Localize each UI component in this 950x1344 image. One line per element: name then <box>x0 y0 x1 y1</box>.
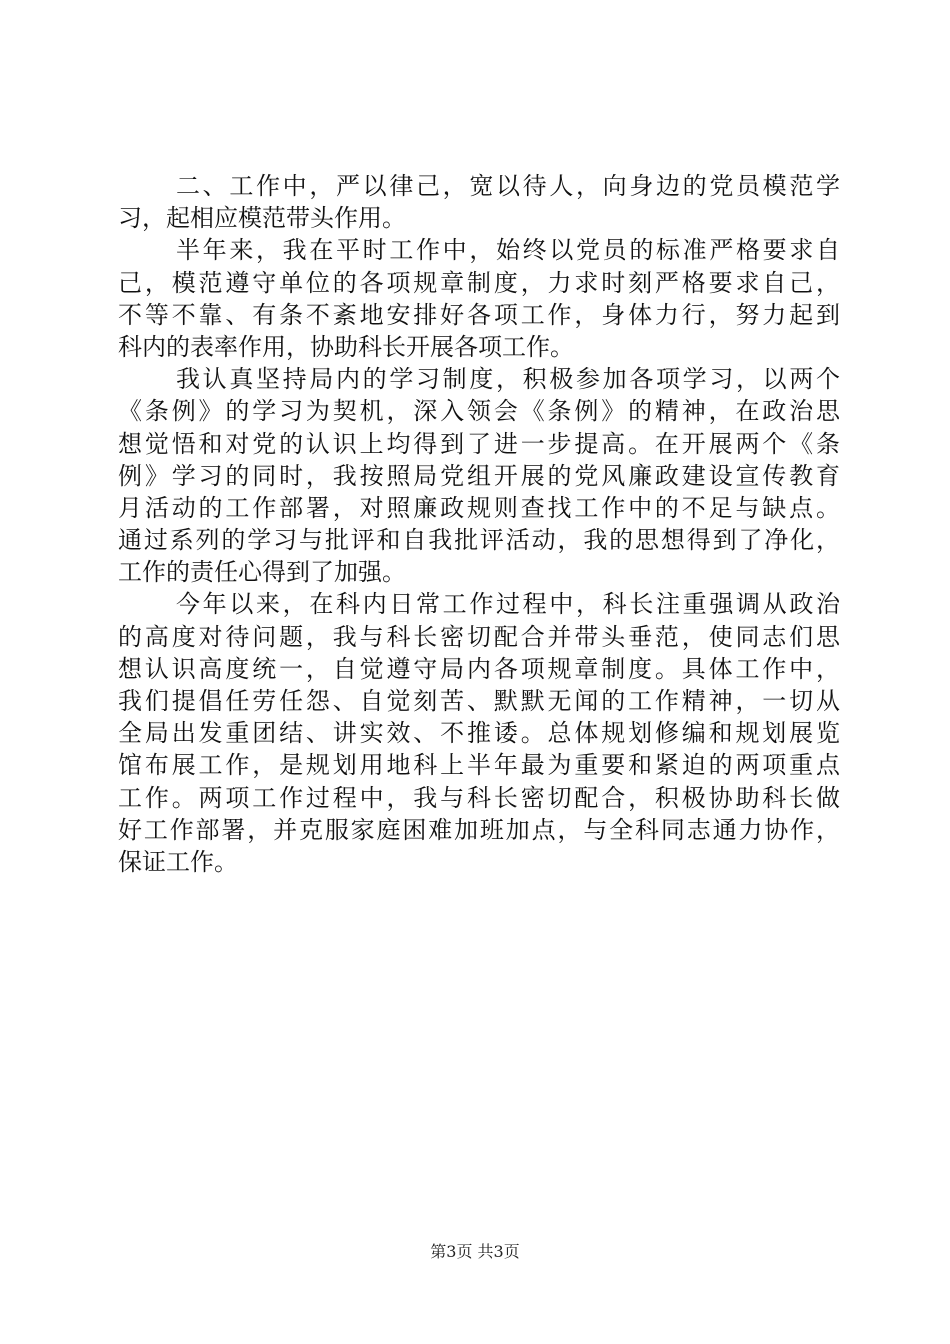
text-line: 己，模范遵守单位的各项规章制度，力求时刻严格要求自己， <box>118 268 840 297</box>
text-line: 通过系列的学习与批评和自我批评活动，我的思想得到了净化， <box>118 526 840 555</box>
text-line: 科内的表率作用，协助科长开展各项工作。 <box>118 332 574 361</box>
text-line: 好工作部署，并克服家庭困难加班加点，与全科同志通力协作， <box>118 815 840 844</box>
text-line: 《条例》的学习为契机，深入领会《条例》的精神，在政治思 <box>118 397 840 426</box>
text-line: 工作的责任心得到了加强。 <box>118 558 406 587</box>
text-line: 想认识高度统一，自觉遵守局内各项规章制度。具体工作中， <box>118 654 840 683</box>
text-line: 想觉悟和对党的认识上均得到了进一步提高。在开展两个《条 <box>118 429 840 458</box>
text-line: 全局出发重团结、讲实效、不推诿。总体规划修编和规划展览 <box>118 719 840 748</box>
text-line: 月活动的工作部署，对照廉政规则查找工作中的不足与缺点。 <box>118 493 840 522</box>
text-line: 半年来，我在平时工作中，始终以党员的标准严格要求自 <box>176 236 840 265</box>
text-line: 我们提倡任劳任怨、自觉刻苦、默默无闻的工作精神，一切从 <box>118 687 840 715</box>
text-line: 的高度对待问题，我与科长密切配合并带头垂范，使同志们思 <box>118 622 840 651</box>
page-footer: 第3页 共3页 <box>430 1242 520 1261</box>
document-body <box>118 170 840 878</box>
paragraph-2 <box>118 234 840 363</box>
text-line: 我认真坚持局内的学习制度，积极参加各项学习，以两个 <box>176 365 840 394</box>
text-line: 馆布展工作，是规划用地科上半年最为重要和紧迫的两项重点 <box>118 751 840 780</box>
text-line: 今年以来，在科内日常工作过程中，科长注重强调从政治 <box>176 590 840 619</box>
text-line: 保证工作。 <box>118 847 238 876</box>
paragraph-1 <box>118 170 840 234</box>
text-line: 工作。两项工作过程中，我与科长密切配合，积极协助科长做 <box>118 783 840 812</box>
paragraph-3 <box>118 363 840 588</box>
paragraph-4 <box>118 588 840 878</box>
text-line: 习，起相应模范带头作用。 <box>118 204 406 233</box>
text-line: 例》学习的同时，我按照局党组开展的党风廉政建设宣传教育 <box>118 461 840 490</box>
text-line: 不等不靠、有条不紊地安排好各项工作，身体力行，努力起到 <box>118 300 840 329</box>
text-line: 二、工作中，严以律己，宽以待人，向身边的党员模范学 <box>176 172 840 200</box>
